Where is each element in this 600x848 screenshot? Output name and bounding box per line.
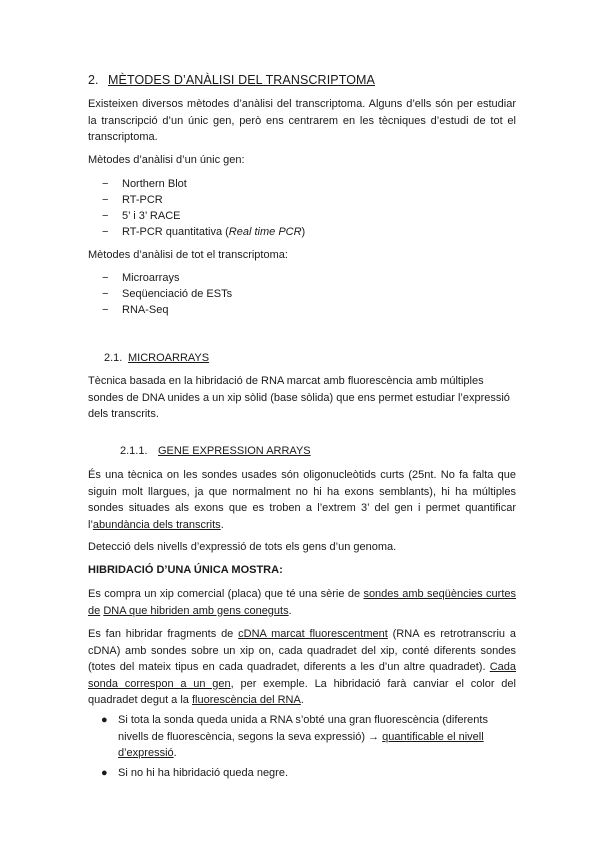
whole-list bbox=[88, 270, 516, 318]
gea-paragraph-1: És una tècnica on les sondes usades són oligonucleòtids curts (25nt. No fa falta que siguin molt llargues, ja que normalment no hi ha exons semblants), hi ha múltiples sondes situades als exons que es troben a l’extrem 3’ del gen i permet quantificar l’abundància dels transcrits. bbox=[88, 469, 516, 531]
single-gene-list bbox=[88, 176, 516, 240]
single-gene-heading: Mètodes d’anàlisi d’un únic gen: bbox=[88, 154, 245, 166]
list-item: ● Si no hi ha hibridació queda negre. bbox=[101, 766, 289, 779]
section-number: 2. bbox=[88, 73, 99, 87]
gea-paragraph-3: Es compra un xip comercial (placa) que té una sèrie de sondes amb seqüències curtes de DNA que hibriden amb gens coneguts. bbox=[88, 588, 516, 617]
gea-paragraph-2: Detecció dels nivells d’expressió de tots els gens d’un genoma. bbox=[88, 541, 397, 553]
list-item: − RNA-Seq bbox=[102, 304, 169, 316]
list-item: − RT-PCR bbox=[102, 194, 163, 206]
list-item: ● Si tota la sonda queda unida a RNA s’obté una gran fluorescència (diferents nivells de fluorescència, segons la seva expressió) → quantificable el nivell d’expressió. bbox=[101, 714, 488, 759]
list-item: − Seqüenciació de ESTs bbox=[102, 288, 233, 300]
hybridization-bullets bbox=[88, 712, 516, 781]
subsection-heading: 2.1. MICROARRAYS bbox=[104, 352, 210, 364]
list-item: − 5’ i 3’ RACE bbox=[102, 210, 181, 222]
list-item: − Northern Blot bbox=[102, 178, 187, 190]
hybridization-heading: HIBRIDACIÓ D’UNA ÚNICA MOSTRA: bbox=[88, 564, 283, 576]
section-heading bbox=[88, 72, 375, 89]
section-title: MÈTODES D’ANÀLISI DEL TRANSCRIPTOMA bbox=[108, 73, 375, 87]
microarrays-paragraph: Tècnica basada en la hibridació de RNA marcat amb fluorescència amb múltiples sondes de DNA unides a un xip sòlid (base sòlida) que ens permet estudiar l’expressió dels transcrits. bbox=[88, 375, 510, 420]
list-item: − Microarrays bbox=[102, 272, 180, 284]
list-item: − RT-PCR quantitativa (Real time PCR) bbox=[102, 226, 306, 238]
gea-paragraph-4: Es fan hibridar fragments de cDNA marcat fluorescentment (RNA es retrotranscriu a cDNA) amb sondes sobre un xip on, cada quadradet del xip, conté diferents sondes (totes del mateix tipus en cada quadradet, diferents a les d’un altre quadradet). Cada sonda correspon a un gen, per exemple. La hibridació farà canviar el color del quadradet degut a la fluorescència del RNA. bbox=[88, 628, 516, 706]
subsubsection-heading: 2.1.1. GENE EXPRESSION ARRAYS bbox=[120, 445, 311, 457]
intro-paragraph: Existeixen diversos mètodes d’anàlisi del transcriptoma. Alguns d’ells són per estudiar la transcripció d’un únic gen, però ens centrarem en les tècniques d’estudi de tot el transcriptoma. bbox=[88, 98, 516, 143]
whole-heading: Mètodes d’anàlisi de tot el transcriptoma: bbox=[88, 249, 288, 261]
